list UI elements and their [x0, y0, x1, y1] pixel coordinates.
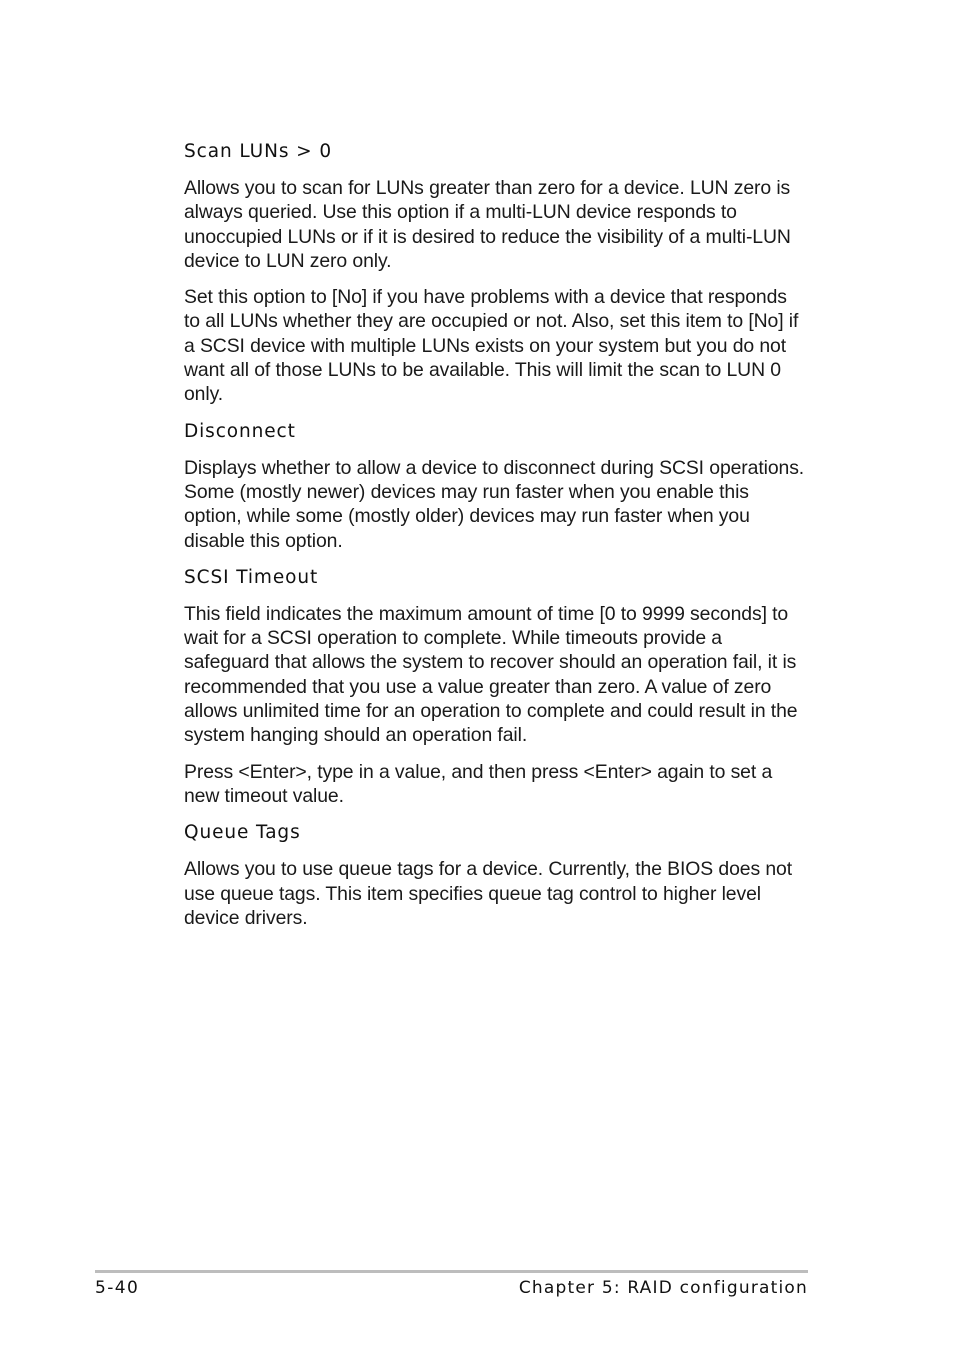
chapter-title: Chapter 5: RAID configuration — [518, 1278, 808, 1298]
paragraph: Set this option to [No] if you have problems with a device that responds to all LUNs whether they are occupied or not. Also, set this item to [No] if a SCSI device with multiple LUNs exists on your system but you do not want all of those LUNs to be available. This will limit the scan to LUN 0 only. — [184, 286, 799, 406]
section-heading: Disconnect — [184, 420, 296, 442]
section-heading: Queue Tags — [184, 822, 301, 844]
section-disconnect — [184, 419, 808, 553]
document-body — [184, 139, 808, 942]
paragraph: Allows you to use queue tags for a device. Currently, the BIOS does not use queue tags. This item specifies queue tag control to higher level device drivers. — [184, 858, 792, 929]
paragraph: Allows you to scan for LUNs greater than zero for a device. LUN zero is always queried. Use this option if a multi-LUN device responds to unoccupied LUNs or if it is desired to reduce the visibility of a multi-LUN device to LUN zero only. — [184, 177, 791, 272]
paragraph: Displays whether to allow a device to disconnect during SCSI operations. Some (mostly newer) devices may run faster when you enable this option, while some (mostly older) devices may run faster when you disable this option. — [184, 456, 805, 552]
section-scsi-timeout — [184, 565, 808, 808]
section-scan-luns — [184, 139, 808, 407]
section-heading: SCSI Timeout — [184, 566, 319, 588]
page-number: 5-40 — [95, 1278, 140, 1298]
section-heading: Scan LUNs > 0 — [184, 141, 332, 162]
footer-divider — [95, 1270, 808, 1273]
paragraph: This field indicates the maximum amount of time [0 to 9999 seconds] to wait for a SCSI operation to complete. While timeouts provide a safeguard that allows the system to recover should an operation fail, it is recommended that you use a value greater than zero. A value of zero allows unlimited time for an operation to complete and could result in the system hanging should an operation fail. — [184, 602, 798, 747]
paragraph: Press <Enter>, type in a value, and then press <Enter> again to set a new timeout value. — [184, 760, 773, 807]
section-queue-tags — [184, 820, 808, 930]
